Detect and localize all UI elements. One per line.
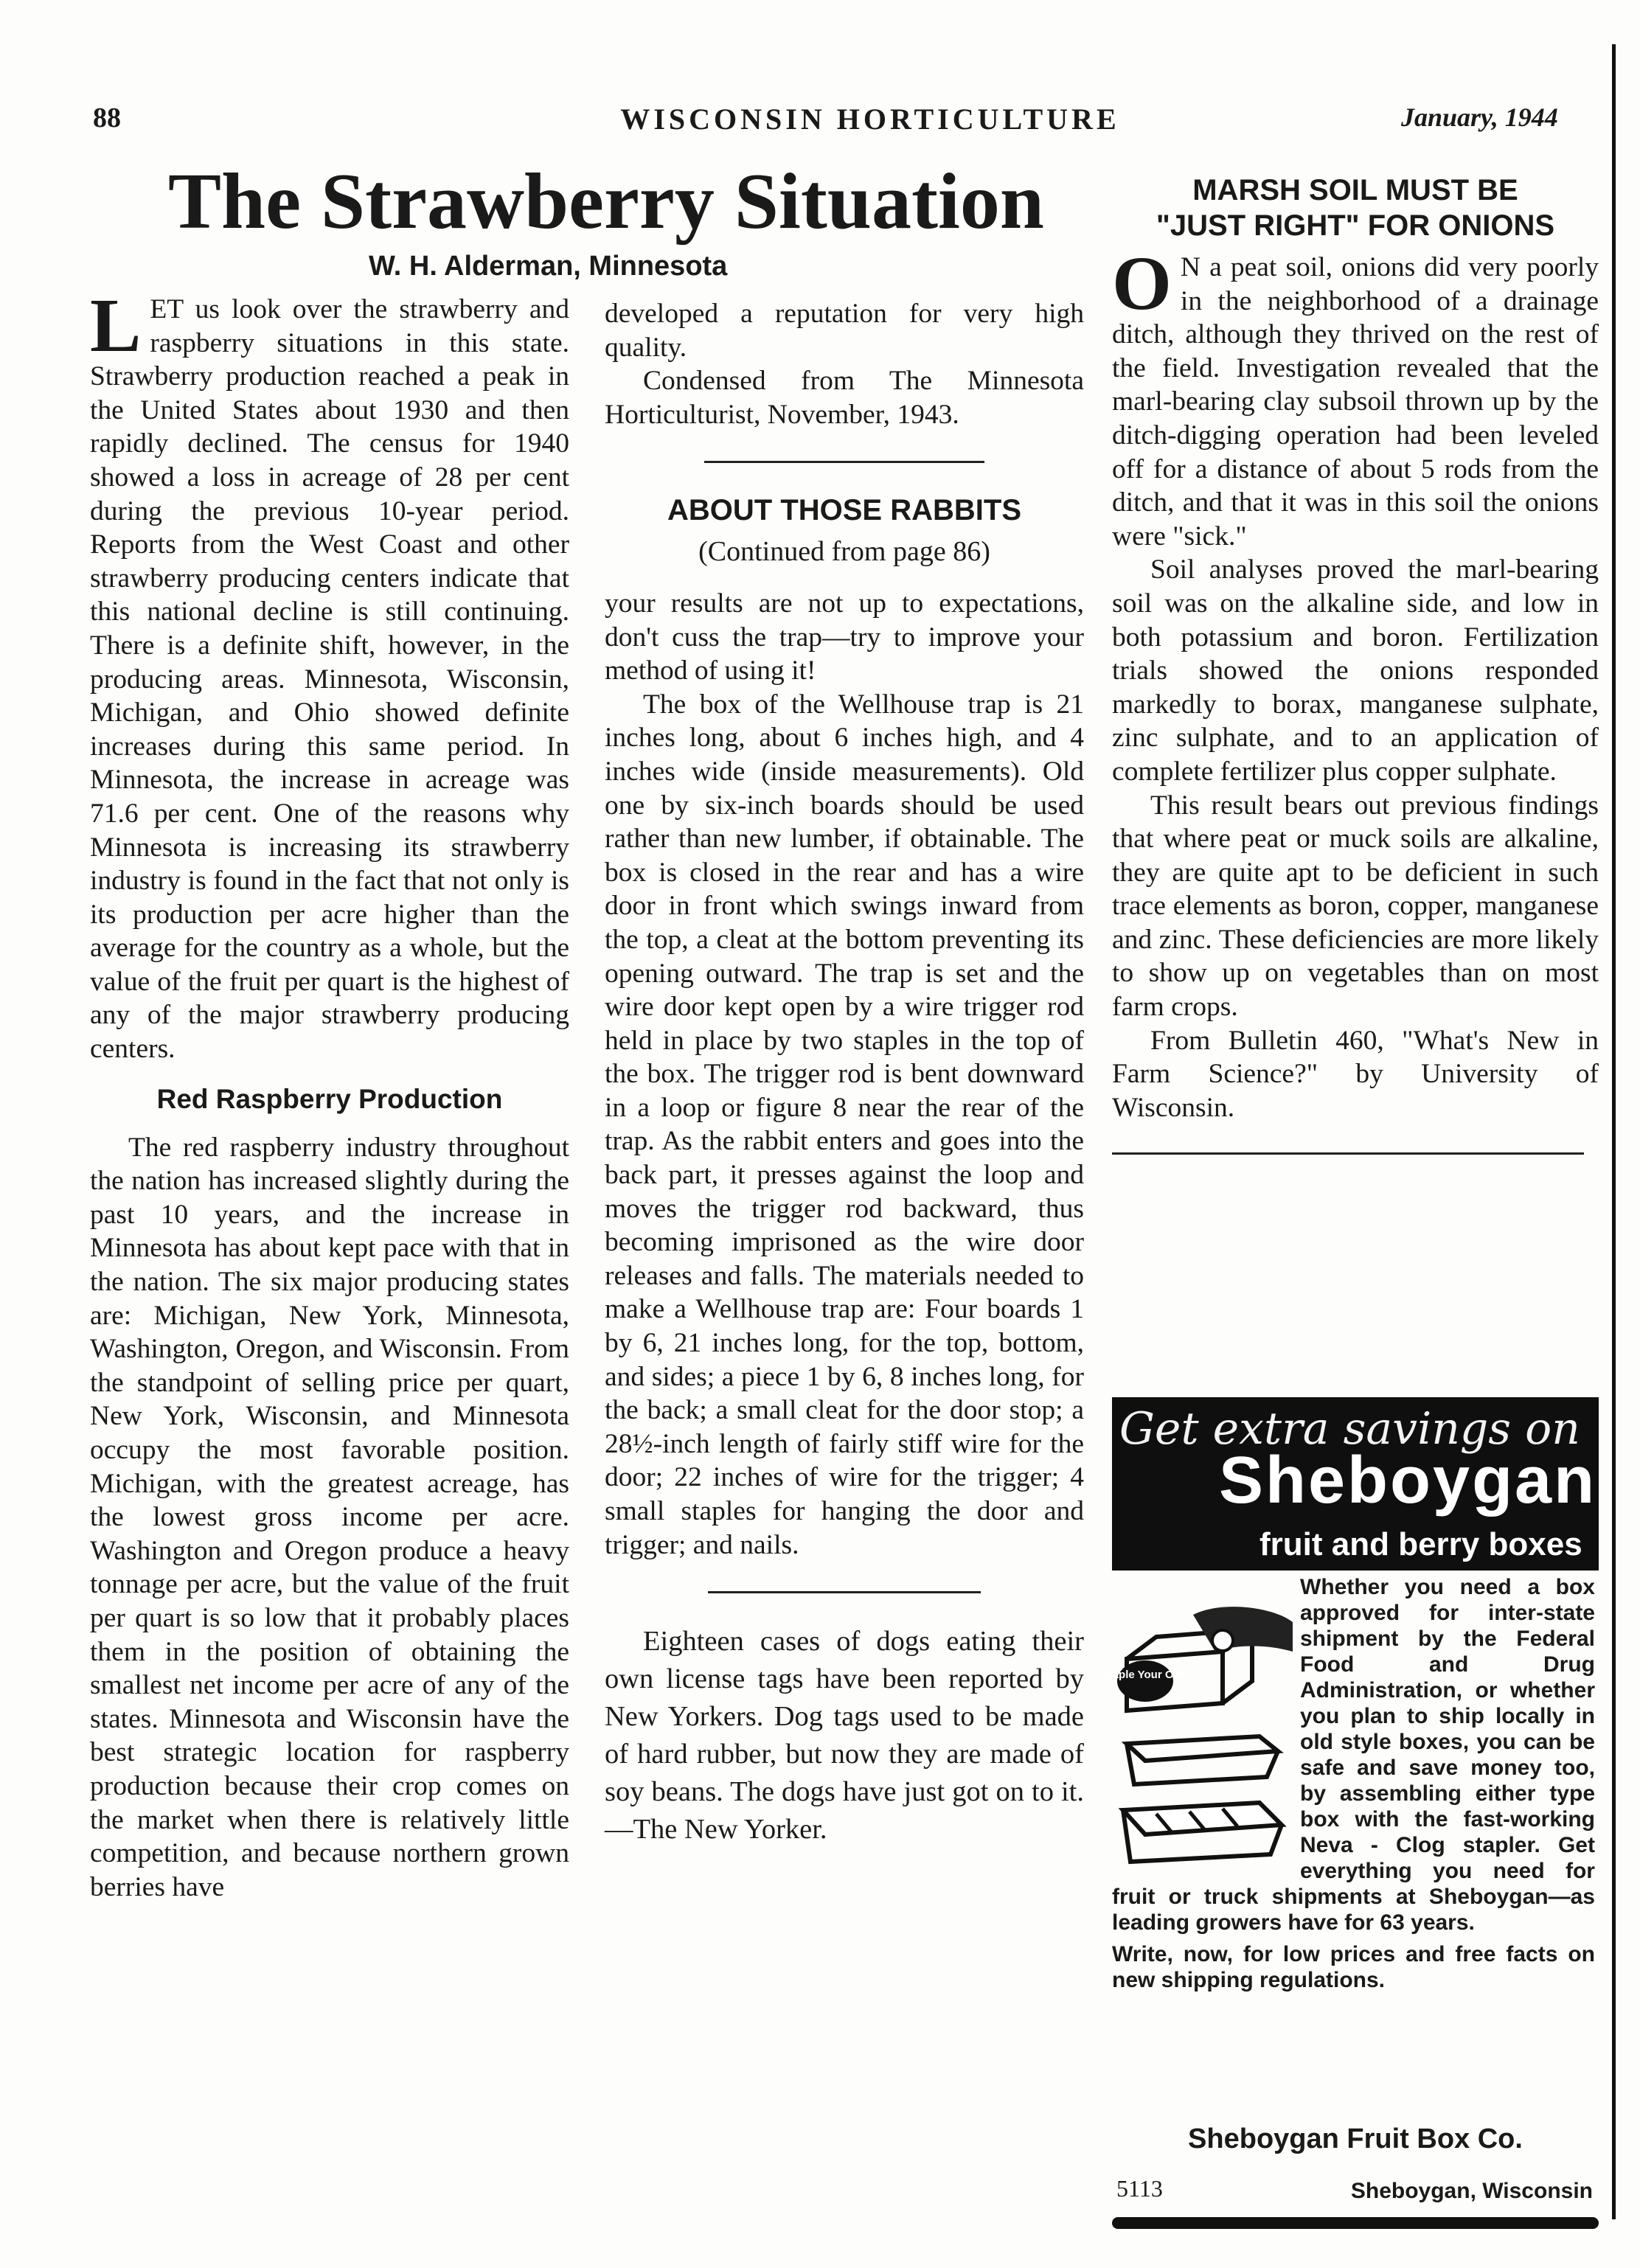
divider-rule (708, 1591, 981, 1593)
ad-city: Sheboygan, Wisconsin (1350, 2179, 1593, 2203)
onions-paragraph-3: This result bears out previous findings that where peat or muck soils are alkaline, they are quite apt to be deficient in such trace elements as boron, copper, manganese and zinc. These deficiencies are more likely to show up on vegetables than on most farm crops. (1112, 790, 1599, 1023)
rabbits-paragraph-1: your results are not up to expectations, don't cuss the trap—try to improve your method of using it! (605, 588, 1084, 686)
article-byline: W. H. Alderman, Minnesota (369, 251, 728, 282)
column-middle (605, 297, 1084, 1848)
ad-headline-product: fruit and berry boxes (1259, 1526, 1582, 1562)
onions-title-line-2: "JUST RIGHT" FOR ONIONS (1156, 209, 1555, 242)
rabbits-paragraph-2: The box of the Wellhouse trap is 21 inches long, about 6 inches high, and 4 inches wide (inside measurements). Old one by six-inch boards should be used rather than new lumber, if obtainable. The box is closed in the rear and has a wire door in front which swings inward from the top, a cleat at the bottom preventing its opening outward. The trap is set and the wire door kept open by a wire trigger rod held in place by two staples in the top of the box. The trigger rod is bent downward in a loop or figure 8 near the rear of the trap. As the rabbit enters and goes into the back part, it presses against the loop and moves the trigger rod backward, thus becoming imprisoned as the wire door releases and falls. The materials needed to make a Wellhouse trap are: Four boards 1 by 6, 21 inches long, for the top, bottom, and sides; a piece 1 by 6, 8 inches long, for the back; a small cleat for the door stop; a 28½-inch length of fairly stiff wire for the door; 22 inches of wire for the trigger; 4 small staples for hanging the door and trigger; and nails. (605, 689, 1084, 1560)
ad-banner (1112, 1397, 1599, 1570)
article-title: The Strawberry Situation (168, 158, 1044, 246)
drop-cap: L (90, 283, 142, 368)
column-right (1112, 241, 1599, 1155)
ad-headline-brand: Sheboygan (1219, 1444, 1597, 1517)
page-edge-rule (1612, 44, 1616, 2219)
raspberry-subhead: Red Raspberry Production (156, 1083, 503, 1114)
issue-date: January, 1944 (1401, 102, 1558, 132)
ad-call-to-action: Write, now, for low prices and free facts on new shipping regulations. (1112, 1942, 1595, 1992)
divider-rule (704, 461, 984, 463)
divider-rule (1112, 1152, 1584, 1155)
sheboygan-advertisement (1101, 1397, 1599, 2260)
rabbits-title: ABOUT THOSE RABBITS (667, 494, 1021, 527)
rabbits-continued-note: (Continued from page 86) (698, 536, 990, 568)
raspberry-paragraph: The red raspberry industry throughout the nation has increased slightly during the past 10 years, and the increase in Minnesota has about kept pace with that in the nation. The six major producing states are: Michigan, New York, Minnesota, Washington, Oregon, and Wisconsin. From the standpoint of selling price per quart, New York, Wisconsin, and Minnesota occupy the most favorable position. Michigan, with the greatest acreage, has the lowest gross income per acre. Washington and Oregon produce a heavy tonnage per acre, but the value of the fruit per quart is so low that it probably places them in the position of obtaining the smallest net income per acre of any of the states. Minnesota and Wisconsin have the best strategic location for raspberry production because their crop comes on the market when there is relatively little competition, and because northern grown berries have (90, 1132, 569, 1902)
onions-paragraph-1 (1112, 241, 1599, 553)
ad-body (1112, 1574, 1595, 1993)
ad-headline-script: Get extra savings on (1119, 1403, 1580, 1455)
strawberry-text: ET us look over the strawberry and raspberry situations in this state. Strawberry production reached a peak in the United States about 1930 and then rapidly declined. The census for 1940 showed a loss in acreage of 28 per cent during the previous 10-year period. Reports from the West Coast and other strawberry producing centers indicate that this national decline is still continuing. There is a definite shift, however, in the producing areas. Minnesota, Wisconsin, Michigan, and Ohio showed definite increases during this same period. In Minnesota, the increase in acreage was 71.6 per cent. One of the reasons why Minnesota is increasing its strawberry industry is found in the fact that not only is its production per acre higher than the average for the country as a whole, but the value of the fruit per quart is the highest of any of the major strawberry producing centers. (90, 294, 569, 1065)
strawberry-paragraph (90, 283, 569, 1066)
drop-cap: O (1112, 241, 1172, 326)
ad-code: 5113 (1116, 2175, 1163, 2202)
onions-text-1: N a peat soil, onions did very poorly in the neighborhood of a drainage ditch, although they thrived on the rest of the field. Investigation revealed that the marl-bearing clay subsoil thrown up by the ditch-digging operation had been leveled off for a distance of about 5 rods from the ditch, and that it was in this soil the onions were "sick." (1112, 252, 1599, 552)
column-left (90, 283, 569, 1904)
ad-company-name: Sheboygan Fruit Box Co. (1188, 2123, 1523, 2154)
article-source: Condensed from The Minnesota Horticulturist, November, 1943. (605, 366, 1084, 430)
ad-bottom-bar (1112, 2217, 1599, 2229)
ad-badge-text: Staple Your Own (1101, 1669, 1189, 1681)
raspberry-paragraph-continued: developed a reputation for very high quality. (605, 299, 1084, 363)
page-number: 88 (93, 102, 121, 133)
onions-paragraph-4: From Bulletin 460, "What's New in Farm Science?" by University of Wisconsin. (1112, 1025, 1599, 1123)
ad-float-spacer (1112, 1574, 1300, 1884)
onions-title (1112, 173, 1599, 243)
onions-title-line-1: MARSH SOIL MUST BE (1192, 174, 1518, 206)
journal-title: WISCONSIN HORTICULTURE (620, 102, 1120, 136)
dogs-paragraph: Eighteen cases of dogs eating their own license tags have been reported by New Yorkers. Dog tags used to be made of hard rubber, but now they are made of soy beans. The dogs have just got on to it.—The New Yorker. (605, 1626, 1084, 1846)
onions-paragraph-2: Soil analyses proved the marl-bearing soil was on the alkaline side, and low in both potassium and boron. Fertilization trials showed the onions responded markedly to borax, manganese sulphate, zinc sulphate, and to an application of complete fertilizer plus copper sulphate. (1112, 554, 1599, 787)
ad-body-text: Whether you need a box approved for inter-state shipment by the Federal Food and Drug Administration, or whether you plan to ship locally in old style boxes, you can be safe and save money too, by assembling either type box with the fast-working Neva - Clog stapler. Get everything you need for fruit or truck shipments at Sheboygan—as leading growers have for 63 years. (1112, 1575, 1595, 1935)
